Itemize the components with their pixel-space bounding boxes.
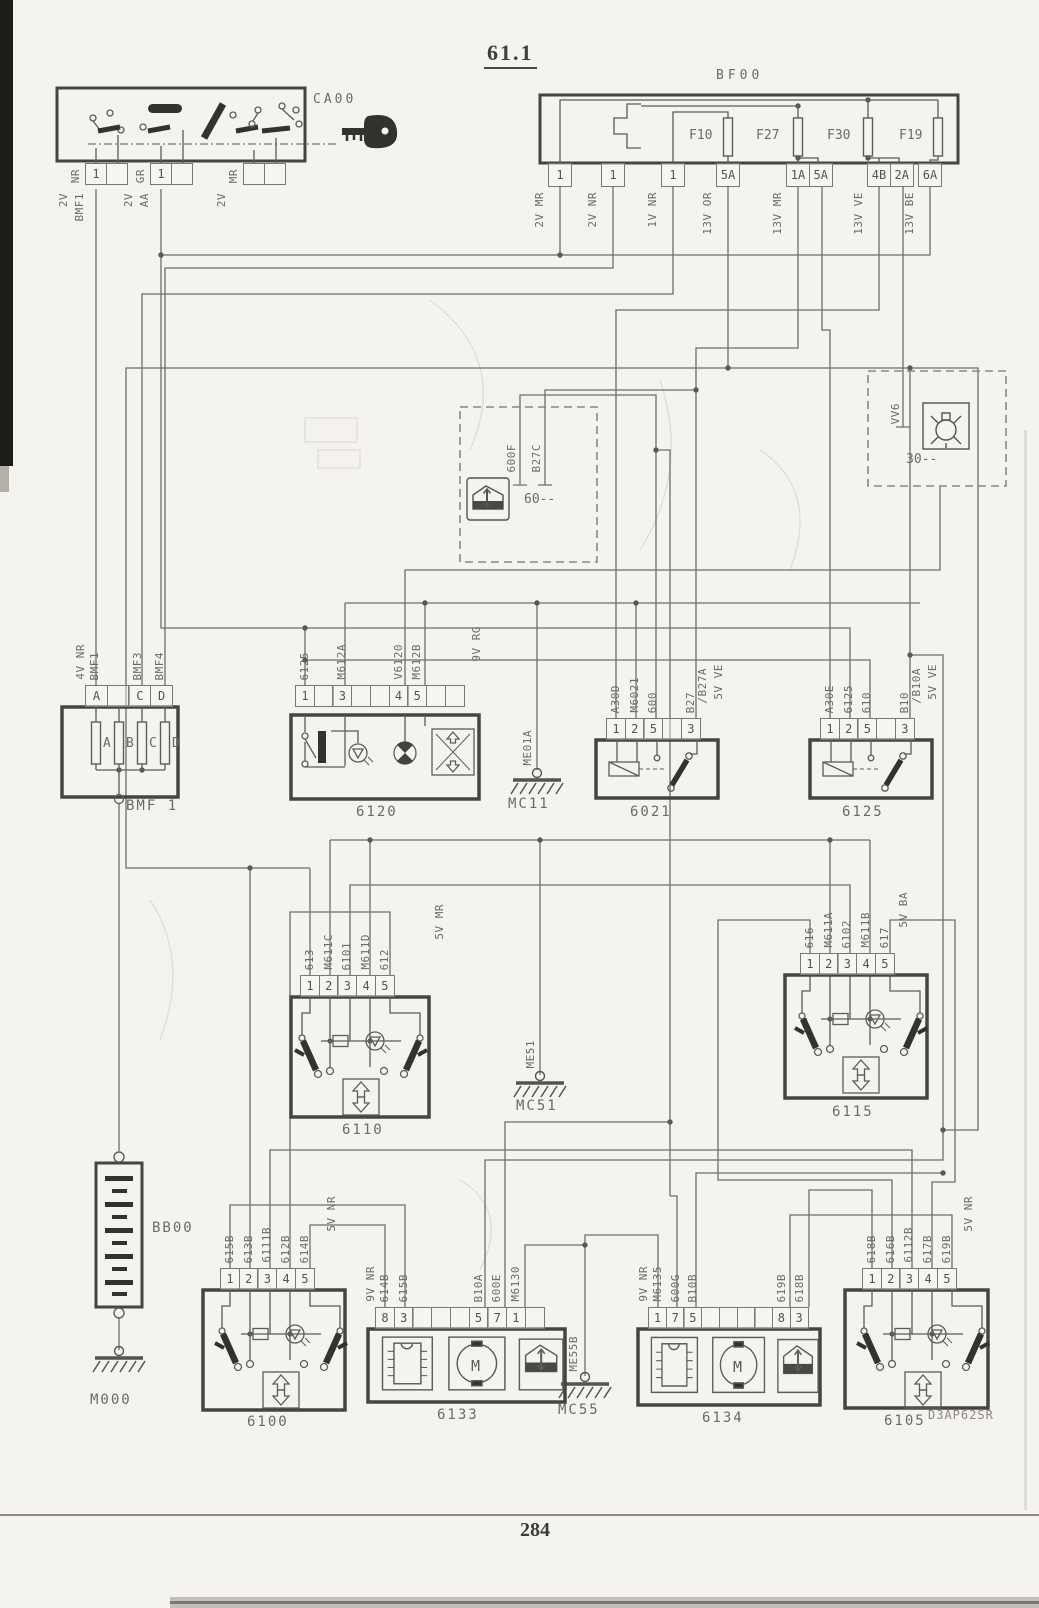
wire-label: /B27A — [695, 668, 709, 704]
ground-icon-mc51 — [514, 1072, 566, 1098]
label-mc51: MC51 — [516, 1098, 558, 1114]
wire-label: 615B — [223, 1234, 236, 1263]
supply-label: 5V MR — [433, 904, 446, 940]
pin-cell — [737, 1307, 756, 1329]
wire-label: 615B — [396, 1273, 410, 1302]
pin-cell: 5 — [375, 975, 395, 997]
bf00-pin-group — [533, 163, 572, 228]
supply-label: 5V BA — [897, 892, 910, 928]
wire-label: A30D — [609, 684, 622, 713]
pin-cell: 5A — [716, 163, 740, 187]
ground-icon-m000 — [93, 1347, 145, 1373]
ca00-strip-nr — [57, 163, 128, 222]
motor-letter: M — [471, 1357, 481, 1375]
pin-cell — [754, 1307, 773, 1329]
label-6120: 6120 — [356, 804, 398, 820]
relay-6125-internals — [823, 740, 911, 791]
wire-label: /B10A — [909, 668, 923, 704]
wire-label: M611A — [821, 912, 835, 948]
wire-label-me51: ME51 — [524, 1039, 537, 1068]
volt-label: 1V NR — [646, 192, 659, 228]
wire-label: 6101 — [340, 941, 354, 970]
wire-label: 600G — [668, 1273, 682, 1302]
pin-cell — [370, 685, 390, 707]
c6115-pin-row — [800, 912, 895, 975]
wire-label: B10A — [471, 1273, 485, 1302]
wire-label: M6135 — [651, 1266, 664, 1302]
pin-cell — [450, 1307, 470, 1329]
wire-label: 600E — [490, 1273, 504, 1302]
wire-label: BMF1 — [88, 651, 101, 680]
pin-cell — [445, 685, 465, 707]
ground-icon-mc11 — [511, 769, 563, 795]
supply-label: 9V RG — [470, 626, 483, 662]
window-lift-icon — [467, 478, 509, 520]
ca00-strip-gr — [122, 163, 193, 208]
wire-label: 4V NR — [74, 644, 87, 680]
pin-cell — [106, 163, 128, 185]
pin-cell: 1 — [820, 718, 840, 740]
c6120-pin-row — [295, 644, 465, 707]
c6100-pin-row — [220, 1227, 315, 1290]
pin-cell — [243, 163, 265, 185]
pin-cell: A — [85, 685, 108, 707]
pin-cell — [662, 718, 682, 740]
pin-cell: 1 — [548, 163, 572, 187]
pin-cell: C — [128, 685, 151, 707]
wire-label-me55b: ME55B — [567, 1336, 580, 1372]
wire-label: 600 — [646, 691, 660, 713]
pin-cell: 2 — [625, 718, 645, 740]
pin-cell: 1 — [606, 718, 626, 740]
switch-6105-internals — [857, 1290, 989, 1408]
pin-cell: 2A — [890, 163, 914, 187]
c6105-pin-row — [862, 1227, 957, 1290]
c6110-pin-row — [300, 934, 395, 997]
label-m000: M000 — [90, 1392, 132, 1408]
bf00-pin-group — [646, 163, 685, 228]
pin-cell: 2 — [881, 1268, 901, 1290]
volt-label: 2V MR — [533, 192, 546, 228]
wire-label: M612A — [335, 644, 349, 680]
fuse-label-f27: F27 — [756, 128, 780, 143]
pin-cell — [525, 1307, 545, 1329]
switch-6115-internals — [795, 975, 927, 1093]
pin-cell: 2 — [819, 953, 839, 975]
wire-label: 610 — [860, 691, 874, 713]
wire-label: M612B — [410, 644, 424, 680]
label-ca00: CA00 — [313, 92, 357, 107]
wire-label: 617B — [921, 1234, 935, 1263]
switch-6110-internals — [295, 997, 427, 1115]
wire-label: 6102 — [840, 919, 854, 948]
wire-label: 616 — [803, 926, 816, 948]
wire-label: 616B — [883, 1234, 897, 1263]
doc-ref: D3AP62SR — [928, 1408, 994, 1422]
wire-label: BMF4 — [153, 651, 167, 680]
wire-label-me01a: ME01A — [521, 730, 534, 766]
bf00-pin-group — [586, 163, 625, 228]
pin-cell: 1 — [150, 163, 172, 185]
pin-cell: 5 — [643, 718, 663, 740]
supply-label: 5V NR — [962, 1196, 975, 1232]
label-bf00: BF00 — [716, 68, 764, 83]
pin-cell: 5 — [295, 1268, 315, 1290]
wire-label: B27 — [683, 691, 697, 713]
wire-label: M611C — [321, 934, 335, 970]
pin-cell — [171, 163, 193, 185]
pin-cell: 5 — [937, 1268, 957, 1290]
wire-label-600f: 600F — [505, 443, 518, 472]
wire-label: 614B — [297, 1234, 311, 1263]
pin-cell: 1 — [862, 1268, 882, 1290]
label-bb00: BB00 — [152, 1220, 194, 1236]
pin-cell: 4 — [276, 1268, 296, 1290]
pin-cell: 1 — [800, 953, 820, 975]
wire-label: M6130 — [508, 1266, 522, 1302]
ref-60-label: 60-- — [524, 492, 556, 507]
pin-cell: 3 — [332, 685, 352, 707]
switch-6100-box — [203, 1290, 345, 1410]
strip-side-label: GR — [134, 168, 147, 183]
fuse-label-f10: F10 — [689, 128, 713, 143]
ground-icon-mc55 — [559, 1373, 611, 1399]
strip-note: 2V — [57, 193, 70, 208]
pin-cell: 1 — [648, 1307, 667, 1329]
pin-cell: 4B — [867, 163, 891, 187]
pin-cell — [701, 1307, 720, 1329]
pin-cell: 5 — [857, 718, 877, 740]
battery-icon — [96, 1152, 142, 1318]
wire-label-vv6: VV6 — [889, 402, 902, 424]
pin-cell: 3 — [394, 1307, 414, 1329]
pin-cell: 1 — [601, 163, 625, 187]
wire-label: B10 — [897, 691, 911, 713]
wire-label: 613B — [241, 1234, 255, 1263]
pin-cell: 4 — [856, 953, 876, 975]
bmf1-fuse-c: C — [149, 736, 157, 751]
pin-cell: 6A — [918, 163, 942, 187]
wire-label: 9V NR — [364, 1266, 377, 1302]
pin-cell: 1 — [85, 163, 107, 185]
volt-label: 13V MR — [771, 192, 784, 235]
ref-60-box — [460, 407, 597, 562]
switch-6105-box — [845, 1290, 988, 1408]
pin-cell: 5 — [875, 953, 895, 975]
wire-label: 618B — [792, 1273, 806, 1302]
bf00-pin-group — [903, 163, 942, 235]
pin-cell: 5 — [469, 1307, 489, 1329]
pin-cell: 3 — [257, 1268, 277, 1290]
diagram-number: 61.1 — [484, 40, 537, 69]
volt-label: 2V NR — [586, 192, 599, 228]
pin-cell — [314, 685, 334, 707]
pin-cell: 2 — [319, 975, 339, 997]
pin-cell — [412, 1307, 432, 1329]
supply-label: 5V VE — [712, 664, 725, 700]
strip-note: 2V — [215, 193, 228, 208]
bf00-pin-group — [771, 163, 833, 235]
ignition-switch-internals — [57, 88, 338, 163]
pin-cell: 3 — [681, 718, 701, 740]
pin-cell: 3 — [895, 718, 915, 740]
pin-cell: 4 — [918, 1268, 938, 1290]
pin-cell: 4 — [356, 975, 376, 997]
label-mc11: MC11 — [508, 796, 550, 812]
wire-label: 6125 — [298, 651, 311, 680]
bmf1-fuse-b: B — [126, 736, 134, 751]
wire-label: M611D — [359, 934, 373, 970]
wire-label: 619B — [774, 1273, 788, 1302]
pin-cell: 8 — [375, 1307, 395, 1329]
volt-label: 13V VE — [852, 192, 865, 235]
page-number: 284 — [520, 1519, 550, 1541]
bmf1-fuse-a: A — [103, 736, 111, 751]
label-6110: 6110 — [342, 1122, 384, 1138]
fuse-box-internals — [540, 95, 958, 163]
label-bmf1: BMF 1 — [126, 798, 179, 814]
wire-label: 612 — [377, 948, 391, 970]
bmf1-pin-row — [74, 644, 173, 707]
junction-dots — [116, 97, 945, 1247]
key-icon — [342, 115, 397, 148]
pin-cell: 7 — [487, 1307, 507, 1329]
c6134-pin-row — [637, 1266, 809, 1329]
wire-label: A30E — [823, 684, 836, 713]
c6133-pin-row — [364, 1266, 545, 1329]
bf00-pin-group — [701, 163, 740, 235]
strip-side-label: NR — [69, 168, 82, 183]
volt-label: 13V OR — [701, 192, 714, 235]
label-mc55: MC55 — [558, 1402, 600, 1418]
wire-label: M6021 — [627, 677, 641, 713]
pin-cell: 1 — [661, 163, 685, 187]
wire-label: 618B — [865, 1234, 878, 1263]
pin-cell: 5 — [683, 1307, 702, 1329]
pin-cell: 5 — [407, 685, 427, 707]
ref-30-label: 30-- — [906, 452, 938, 467]
pin-cell — [876, 718, 896, 740]
supply-label: 5V VE — [926, 664, 939, 700]
wire-label: 612B — [279, 1234, 293, 1263]
label-6134: 6134 — [702, 1410, 744, 1426]
wire-label: 619B — [939, 1234, 953, 1263]
pin-cell: 7 — [666, 1307, 685, 1329]
pin-cell: 3 — [899, 1268, 919, 1290]
pin-cell: 2 — [239, 1268, 259, 1290]
pin-cell — [426, 685, 446, 707]
pin-cell — [351, 685, 371, 707]
wire-label: 617 — [877, 926, 891, 948]
pin-cell: 1A — [786, 163, 810, 187]
pin-cell: 2 — [839, 718, 859, 740]
volt-label: 13V BE — [903, 192, 916, 235]
pin-cell: 3 — [337, 975, 357, 997]
ref-30-box — [868, 371, 1006, 486]
fuse-label-f30: F30 — [827, 128, 851, 143]
pin-cell — [719, 1307, 738, 1329]
wire-label: 613 — [303, 948, 316, 970]
label-6125: 6125 — [842, 804, 884, 820]
wire-label: 6111B — [260, 1227, 274, 1263]
strip-side-label: MR — [227, 168, 240, 183]
strip-note: AA — [138, 193, 151, 208]
wire-label: B10B — [686, 1273, 700, 1302]
c6125-pin-row — [820, 668, 923, 740]
pin-cell: 5A — [809, 163, 833, 187]
pin-cell — [107, 685, 130, 707]
c6120-internals — [291, 715, 479, 799]
pin-cell: 1 — [220, 1268, 240, 1290]
label-6100: 6100 — [247, 1414, 289, 1430]
label-6105: 6105 — [884, 1413, 926, 1429]
pin-cell: D — [150, 685, 173, 707]
pin-cell: 3 — [837, 953, 857, 975]
wire-label: V6120 — [391, 644, 405, 680]
label-6133: 6133 — [437, 1407, 479, 1423]
lamp-icon — [923, 403, 969, 449]
motor-letter: M — [733, 1358, 743, 1376]
wire-label: 6112B — [902, 1227, 916, 1263]
pin-cell: 8 — [772, 1307, 791, 1329]
pin-cell: 1 — [295, 685, 315, 707]
strip-note: BMF1 — [73, 193, 86, 222]
switch-6115-box — [785, 975, 927, 1098]
strip-note: 2V — [122, 193, 135, 208]
pin-cell: 1 — [300, 975, 320, 997]
pin-cell: 1 — [506, 1307, 526, 1329]
label-6021: 6021 — [630, 804, 672, 820]
wire-label: M611B — [859, 912, 873, 948]
relay-6021-internals — [609, 740, 697, 791]
bmf1-internals — [62, 707, 178, 804]
c6021-pin-row — [606, 668, 709, 740]
pin-cell — [431, 1307, 451, 1329]
wire-label: BMF3 — [131, 651, 145, 680]
supply-label: 5V NR — [325, 1196, 338, 1232]
wire-label-b27c: B27C — [530, 443, 543, 472]
switch-6100-internals — [215, 1290, 347, 1408]
label-6115: 6115 — [832, 1104, 874, 1120]
wire-label: 614B — [378, 1273, 391, 1302]
ca00-strip-mr — [215, 163, 286, 208]
wire-label: 9V NR — [637, 1266, 650, 1302]
fuse-label-f19: F19 — [899, 128, 923, 143]
pin-cell: 4 — [389, 685, 409, 707]
wire-label: 6125 — [841, 684, 855, 713]
bmf1-fuse-d: D — [172, 736, 180, 751]
pin-cell: 3 — [790, 1307, 809, 1329]
pin-cell — [264, 163, 286, 185]
